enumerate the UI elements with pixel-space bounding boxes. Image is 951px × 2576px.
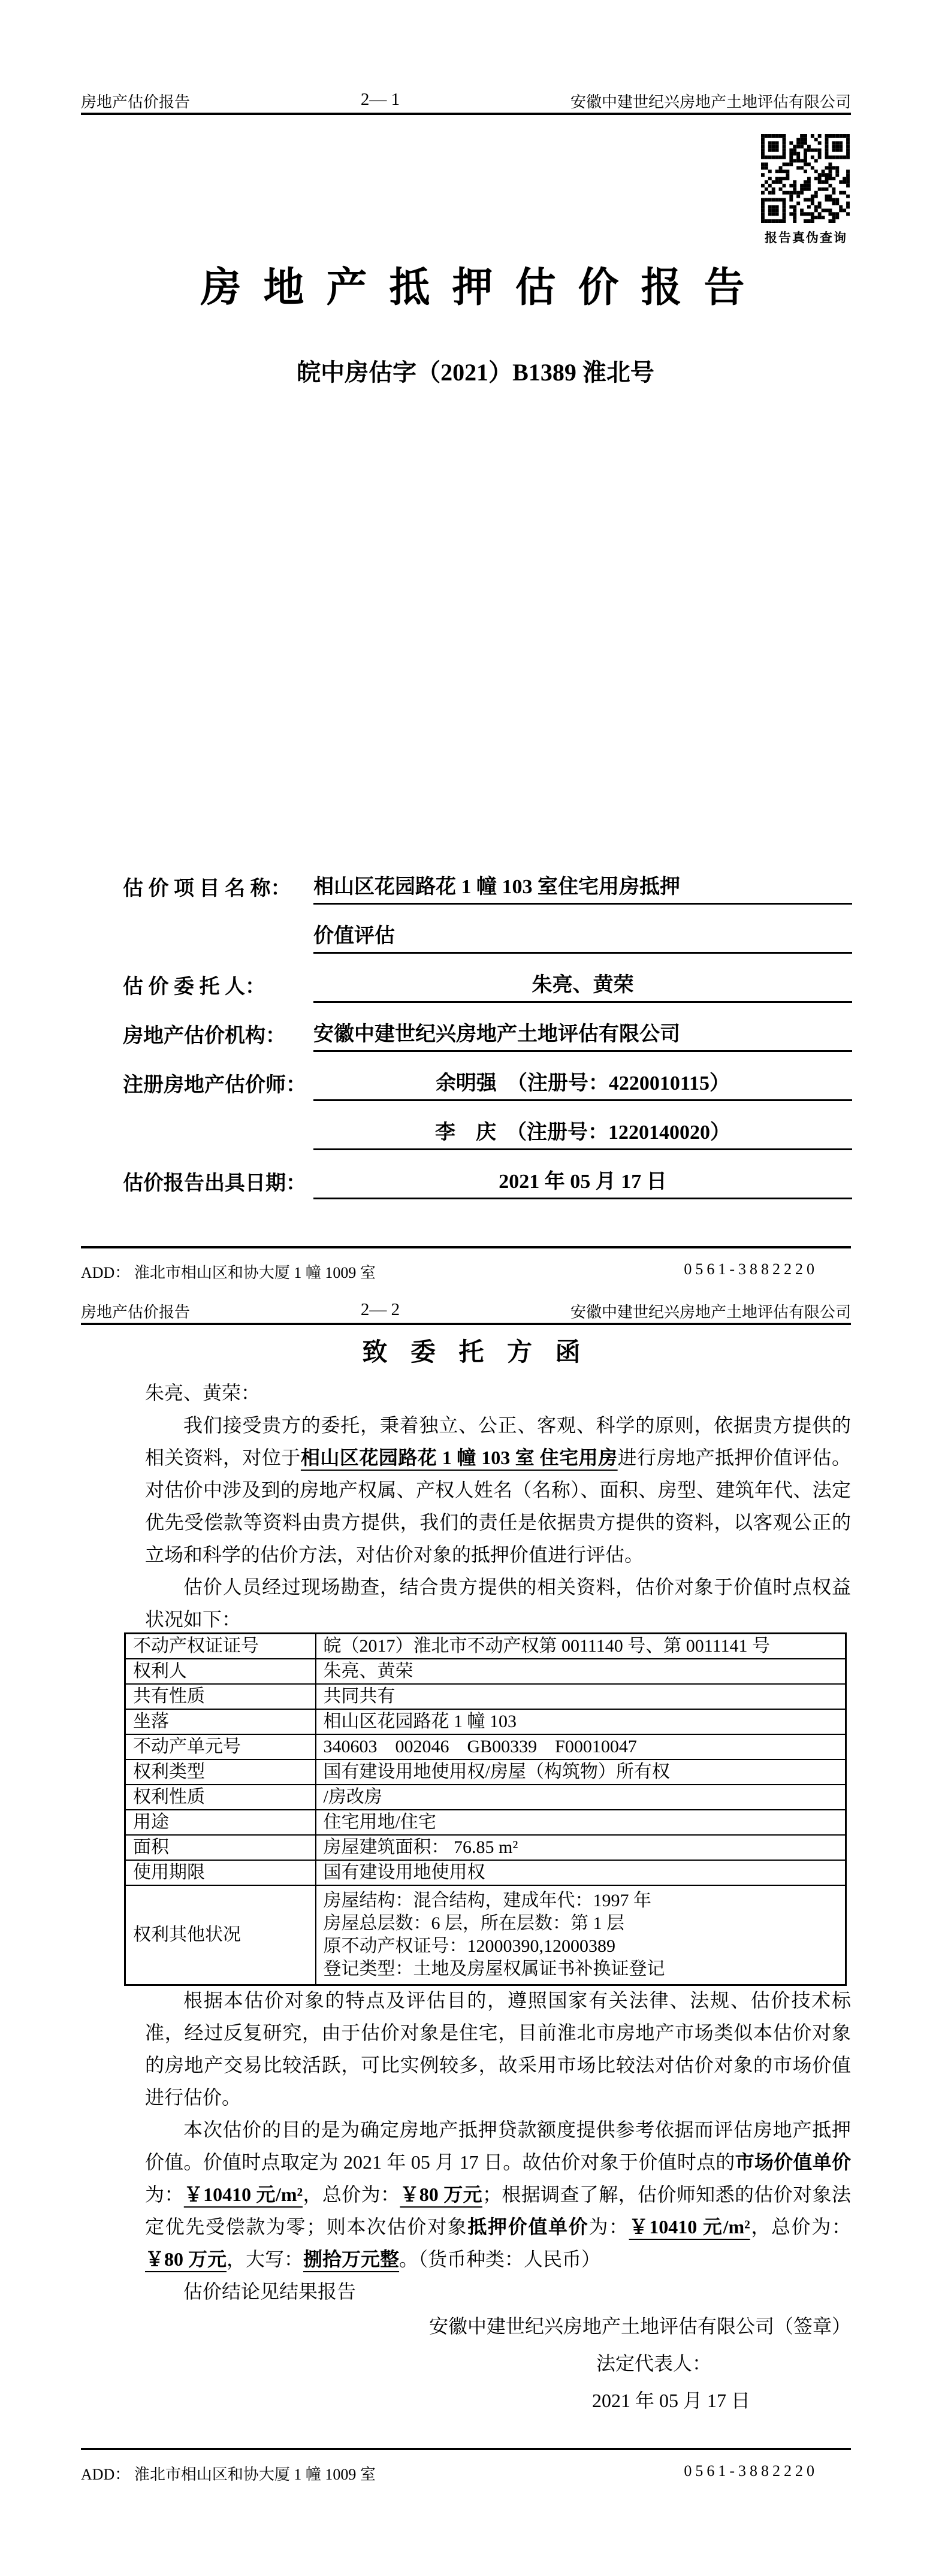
footer-phone: 0561-3882220 [684, 1260, 818, 1278]
header-page-number: 2— 1 [360, 90, 400, 109]
text-run: ；根据调查了解，估价师知悉的估价对象法定优先受偿款为零；则本次估价对象 [145, 2184, 851, 2238]
text-run: 估价人员经过现场勘查，结合贵方提供的相关资料，估价对象于价值时点权益状况如下： [145, 1576, 851, 1630]
table-row [125, 1810, 846, 1835]
row-value: 朱亮、黄荣 [316, 1659, 846, 1684]
table-row [125, 1634, 846, 1659]
field-project-name [123, 855, 852, 905]
table-row [125, 1759, 846, 1785]
row-label: 面积 [125, 1835, 316, 1860]
text-run: 我们接受贵方的委托，秉着独立、公正、客观、科学的原则，依据贵方提供的相关资料，对位于 [145, 1414, 851, 1468]
header-doc-type: 房地产估价报告 [81, 93, 191, 111]
row-value-line: 原不动产权证号：12000390,12000389 [323, 1936, 615, 1956]
row-label: 权利性质 [125, 1785, 316, 1810]
paragraph-2 [145, 1571, 851, 1635]
field-label: 估价报告出具日期： [123, 1172, 306, 1195]
field-label: 注册房地产估价师： [123, 1074, 306, 1096]
field-value: 李 庆 （注册号：1220140020） [313, 1115, 852, 1150]
row-value: 相山区花园路花 1 幢 103 [316, 1709, 846, 1734]
table-row [125, 1709, 846, 1734]
text-run: ，总价为： [750, 2216, 851, 2238]
signature-legal-representative: 法定代表人： [596, 2353, 711, 2374]
field-label-spacer [123, 950, 313, 954]
header-doc-type: 房地产估价报告 [81, 1304, 191, 1321]
signature-date: 2021 年 05 月 17 日 [591, 2390, 750, 2411]
signature-company: 安徽中建世纪兴房地产土地评估有限公司（签章） [428, 2315, 851, 2337]
row-value: 房屋建筑面积： 76.85 m² [316, 1835, 846, 1860]
footer-address: ADD： 淮北市相山区和协大厦 1 幢 1009 室 [81, 1264, 376, 1281]
field-label-spacer [123, 1147, 313, 1150]
row-value: 340603 002046 GB00339 F00010047 [316, 1734, 846, 1759]
text-run: 。（货币种类：人民币） [399, 2248, 601, 2270]
row-value: 国有建设用地使用权/房屋（构筑物）所有权 [316, 1759, 846, 1785]
property-rights-table [124, 1632, 847, 1986]
field-value: 价值评估 [313, 919, 852, 954]
letter-body-bottom [145, 1984, 851, 2417]
field-value: 朱亮、黄荣 [313, 968, 852, 1003]
row-label: 不动产单元号 [125, 1734, 316, 1759]
qr-block [761, 134, 851, 246]
text-run: 相山区花园路花 1 幢 103 室 住宅用房 [300, 1447, 618, 1468]
row-label: 不动产权证证号 [125, 1634, 316, 1659]
salutation: 朱亮、黄荣： [145, 1382, 261, 1404]
page2-footer [81, 2448, 851, 2484]
field-label: 房地产估价机构： [123, 1025, 286, 1047]
paragraph-4 [145, 2114, 851, 2275]
text-run: ，总价为： [303, 2184, 400, 2205]
field-appraiser-1 [123, 1052, 852, 1101]
footer-phone: 0561-3882220 [684, 2462, 818, 2480]
table-row [125, 1885, 846, 1985]
field-value: 安徽中建世纪兴房地产土地评估有限公司 [313, 1017, 852, 1052]
row-label: 坐落 [125, 1709, 316, 1734]
row-value-line: 房屋结构：混合结构，建成年代：1997 年 [323, 1891, 651, 1910]
text-run: ￥80 万元 [400, 2184, 482, 2205]
text-run: 为： [145, 2184, 184, 2205]
row-value-line: 房屋总层数：6 层，所在层数：第 1 层 [323, 1913, 624, 1933]
table-row [125, 1785, 846, 1810]
row-value: 皖（2017）淮北市不动产权第 0011140 号、第 0011141 号 [316, 1634, 846, 1659]
header-company-name: 安徽中建世纪兴房地产土地评估有限公司 [570, 93, 851, 111]
report-document-number: 皖中房估字（2021）B1389 淮北号 [297, 359, 654, 386]
row-label: 共有性质 [125, 1684, 316, 1709]
page1-footer [81, 1246, 851, 1283]
paragraph-1 [145, 1409, 851, 1571]
field-value: 2021 年 05 月 17 日 [313, 1165, 852, 1199]
text-run: 抵押价值单价 [467, 2216, 589, 2238]
paragraph-3 [145, 1984, 851, 2114]
text-run: 进行房地产抵押价值评估。对估价中涉及到的房地产权属、产权人姓名（名称）、面积、房型、建筑年代、法定优先受偿款等资料由贵方提供，我们的责任是依据贵方提供的资料，以客观公正的立场和科学的估价方法，对估价对象的抵押价值进行评估。 [145, 1447, 851, 1565]
field-label: 估 价 项 目 名 称： [123, 878, 291, 900]
field-label: 估 价 委 托 人： [123, 976, 265, 998]
text-run: ￥10410 元/m² [183, 2184, 303, 2205]
report-title: 房 地 产 抵 押 估 价 报 告 [200, 265, 751, 310]
row-value: 住宅用地/住宅 [316, 1810, 846, 1835]
text-run: ￥80 万元 [145, 2248, 227, 2270]
letter-body-top [145, 1377, 851, 1635]
field-value: 相山区花园路花 1 幢 103 室住宅用房抵押 [313, 870, 852, 905]
footer-address: ADD： 淮北市相山区和协大厦 1 幢 1009 室 [81, 2466, 376, 2483]
text-run: 本次估价的目的是为确定房地产抵押贷款额度提供参考依据而评估房地产抵押价值。价值时点取定为 2021 年 05 月 17 日。故估价对象于价值时点的 [145, 2119, 851, 2173]
text-run: 市场价值单价 [735, 2151, 851, 2173]
field-value: 余明强 （注册号：4220010115） [313, 1066, 852, 1101]
row-label: 用途 [125, 1810, 316, 1835]
letter-title: 致 委 托 方 函 [362, 1339, 589, 1366]
page1-running-header [81, 90, 851, 115]
table-row [125, 1860, 846, 1885]
row-label: 权利人 [125, 1659, 316, 1684]
field-agency [123, 1003, 852, 1052]
rights-table-body [125, 1634, 846, 1985]
row-label: 权利类型 [125, 1759, 316, 1785]
table-row [125, 1734, 846, 1759]
page2-running-header [81, 1300, 851, 1325]
row-value: 共同共有 [316, 1684, 846, 1709]
text-run: ，大写： [227, 2248, 304, 2270]
text-run: ￥10410 元/m² [629, 2216, 750, 2238]
field-project-name-line2 [123, 905, 852, 954]
row-value [316, 1885, 846, 1985]
row-label: 使用期限 [125, 1860, 316, 1885]
header-company-name: 安徽中建世纪兴房地产土地评估有限公司 [570, 1304, 851, 1321]
row-value: 国有建设用地使用权 [316, 1860, 846, 1885]
row-value-line: 登记类型：土地及房屋权属证书补换证登记 [323, 1959, 665, 1979]
row-label: 权利其他状况 [125, 1885, 316, 1985]
page-2-letter [0, 1289, 951, 2576]
table-row [125, 1835, 846, 1860]
table-row [125, 1684, 846, 1709]
field-appraiser-2 [123, 1101, 852, 1150]
conclusion-note: 估价结论见结果报告 [183, 2281, 357, 2302]
text-run: 捌拾万元整 [303, 2248, 400, 2270]
text-run: 根据本估价对象的特点及评估目的，遵照国家有关法律、法规、估价技术标准，经过反复研究，由于估价对象是住宅，目前淮北市房地产市场类似本估价对象的房地产交易比较活跃，可比实例较多，故采用市场比较法对估价对象的市场价值进行估价。 [145, 1990, 851, 2108]
text-run: 为： [588, 2216, 629, 2238]
qr-caption: 报告真伪查询 [765, 231, 847, 245]
qr-code-icon [761, 134, 850, 223]
field-client [123, 954, 852, 1003]
field-issue-date [123, 1150, 852, 1199]
header-page-number: 2— 2 [360, 1300, 400, 1319]
cover-fields [123, 855, 852, 1199]
row-value: /房改房 [316, 1785, 846, 1810]
table-row [125, 1659, 846, 1684]
